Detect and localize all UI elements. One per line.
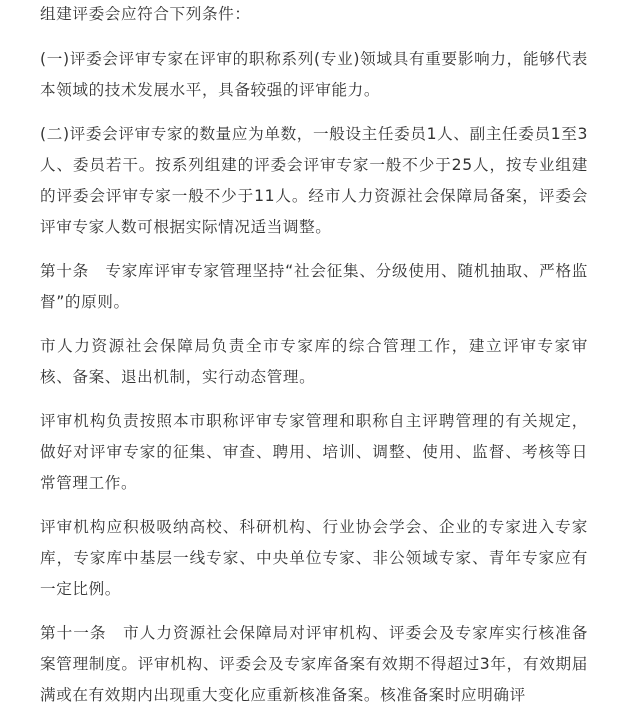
article-11-text: 第十一条 市人力资源社会保障局对评审机构、评委会及专家库实行核准备案管理制度。评审机构、评委会及专家库备案有效期不得超过3年，有效期届满或在有效期内出现重大变化应重新核准备案。核准备案时应明确评 <box>40 624 588 704</box>
article-10-expert-pool-text: 评审机构应积极吸纳高校、科研机构、行业协会学会、企业的专家进入专家库，专家库中基层一线专家、中央单位专家、非公领域专家、青年专家应有一定比例。 <box>40 518 588 598</box>
intro-text: 组建评委会应符合下列条件： <box>40 5 251 23</box>
article-10-management-text: 市人力资源社会保障局负责全市专家库的综合管理工作，建立评审专家审核、备案、退出机制，实行动态管理。 <box>40 337 588 386</box>
intro-paragraph <box>40 0 588 30</box>
condition-1-paragraph <box>40 44 588 106</box>
condition-2-paragraph <box>40 119 588 243</box>
article-11-paragraph <box>40 618 588 711</box>
condition-1-text: (一)评委会评审专家在评审的职称系列(专业)领域具有重要影响力，能够代表本领域的技术发展水平，具备较强的评审能力。 <box>40 50 588 99</box>
article-body <box>40 0 588 724</box>
article-10-expert-pool-paragraph <box>40 512 588 605</box>
article-10-paragraph <box>40 256 588 318</box>
condition-2-text: (二)评委会评审专家的数量应为单数，一般设主任委员1人、副主任委员1至3人、委员若干。按系列组建的评委会评审专家一般不少于25人，按专业组建的评委会评审专家一般不少于11人。经市人力资源社会保障局备案，评委会评审专家人数可根据实际情况适当调整。 <box>40 125 588 236</box>
article-10-institution-text: 评审机构负责按照本市职称评审专家管理和职称自主评聘管理的有关规定，做好对评审专家的征集、审查、聘用、培训、调整、使用、监督、考核等日常管理工作。 <box>40 412 588 492</box>
article-10-text: 第十条 专家库评审专家管理坚持“社会征集、分级使用、随机抽取、严格监督”的原则。 <box>40 262 588 311</box>
article-10-institution-paragraph <box>40 406 588 499</box>
article-10-management-paragraph <box>40 331 588 393</box>
